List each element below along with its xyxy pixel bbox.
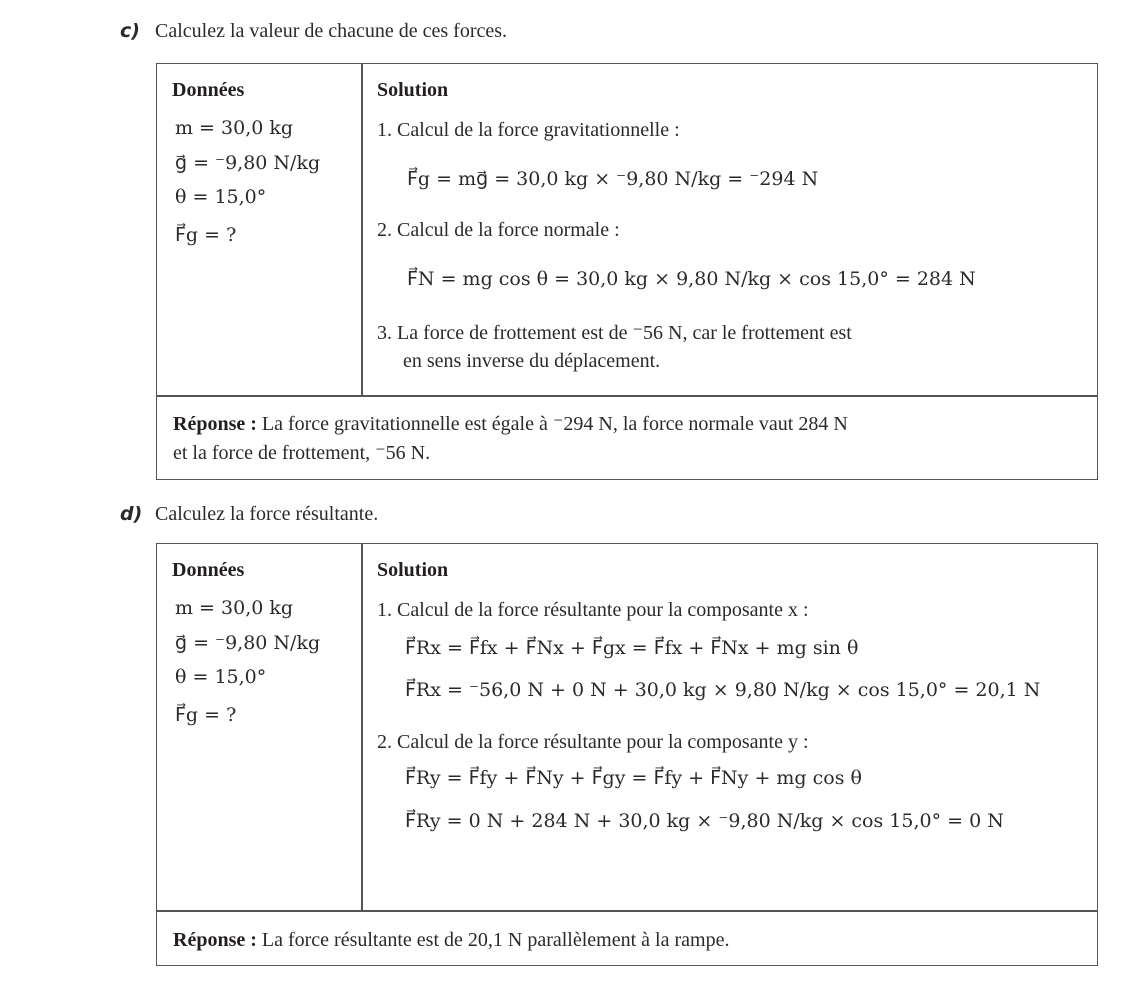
step2-equation2: F⃗Ry = 0 N + 284 N + 30,0 kg × ⁻9,80 N/kg × cos 15,0° = 0 N xyxy=(405,810,1004,832)
question-c-label: c) xyxy=(120,20,140,42)
step2-equation: F⃗N = mg cos θ = 30,0 kg × 9,80 N/kg × cos 15,0° = 284 N xyxy=(407,268,976,290)
step1-equation1: F⃗Rx = F⃗fx + F⃗Nx + F⃗gx = F⃗fx + F⃗Nx + mg sin θ xyxy=(405,637,859,659)
row-divider xyxy=(157,395,1097,397)
question-d-label: d) xyxy=(120,503,143,525)
donnee-angle: θ = 15,0° xyxy=(175,186,267,208)
step1-title: 1. Calcul de la force résultante pour la composante x : xyxy=(377,599,809,621)
step1-equation2: F⃗Rx = ⁻56,0 N + 0 N + 30,0 kg × 9,80 N/kg × cos 15,0° = 20,1 N xyxy=(405,679,1041,701)
reponse-d xyxy=(173,926,1073,955)
column-divider xyxy=(361,544,363,911)
solution-heading: Solution xyxy=(377,79,449,101)
question-c-prompt: Calculez la valeur de chacune de ces forces. xyxy=(155,20,508,42)
reponse-line2: et la force de frottement, ⁻56 N. xyxy=(173,442,431,464)
donnee-gravity: g⃗ = ⁻9,80 N/kg xyxy=(175,152,321,174)
step3-line2: en sens inverse du déplacement. xyxy=(403,350,661,372)
donnees-heading: Données xyxy=(172,559,245,581)
donnee-unknown: F⃗g = ? xyxy=(175,704,237,726)
row-divider xyxy=(157,910,1097,912)
solution-heading: Solution xyxy=(377,559,449,581)
reponse-c xyxy=(173,410,1073,468)
reponse-label: Réponse : xyxy=(173,929,257,951)
reponse-line1: La force gravitationnelle est égale à ⁻294 N, la force normale vaut 284 N xyxy=(261,413,848,435)
step1-title: 1. Calcul de la force gravitationnelle : xyxy=(377,119,680,141)
step2-title: 2. Calcul de la force normale : xyxy=(377,219,620,241)
solution-table-d xyxy=(156,543,1098,966)
solution-table-c xyxy=(156,63,1098,480)
step2-equation1: F⃗Ry = F⃗fy + F⃗Ny + F⃗gy = F⃗fy + F⃗Ny + mg cos θ xyxy=(405,767,862,789)
question-d-prompt: Calculez la force résultante. xyxy=(155,503,379,525)
step1-equation: F⃗g = mg⃗ = 30,0 kg × ⁻9,80 N/kg = ⁻294 N xyxy=(407,168,819,190)
reponse-line1: La force résultante est de 20,1 N parallèlement à la rampe. xyxy=(261,929,730,951)
donnee-unknown: F⃗g = ? xyxy=(175,224,237,246)
donnee-mass: m = 30,0 kg xyxy=(175,597,294,619)
donnees-heading: Données xyxy=(172,79,245,101)
donnee-mass: m = 30,0 kg xyxy=(175,117,294,139)
donnee-gravity: g⃗ = ⁻9,80 N/kg xyxy=(175,632,321,654)
donnee-angle: θ = 15,0° xyxy=(175,666,267,688)
step3-line1: 3. La force de frottement est de ⁻56 N, car le frottement est xyxy=(377,322,852,344)
column-divider xyxy=(361,64,363,396)
reponse-label: Réponse : xyxy=(173,413,257,435)
step2-title: 2. Calcul de la force résultante pour la composante y : xyxy=(377,731,809,753)
